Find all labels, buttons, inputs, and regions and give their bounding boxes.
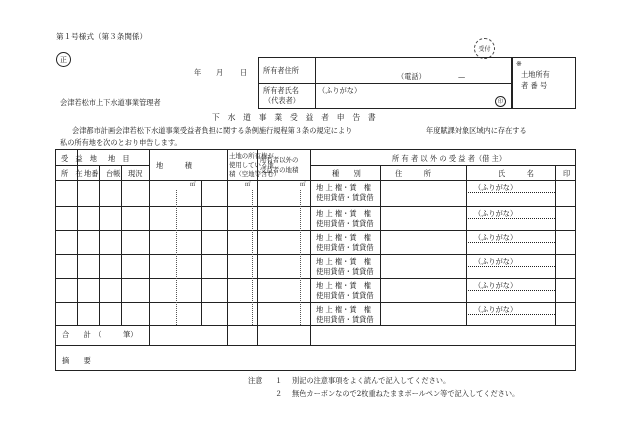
furigana-divider bbox=[466, 192, 555, 193]
beneficiary-name-field[interactable] bbox=[470, 220, 550, 228]
date-day-label: 日 bbox=[240, 68, 248, 77]
owner-name-field[interactable] bbox=[318, 96, 488, 107]
column-line bbox=[257, 149, 258, 345]
row-line bbox=[55, 278, 576, 279]
header-owner-use-2: 使用している地 bbox=[229, 161, 274, 169]
header-owner-use-3: 積（空地等含む） bbox=[229, 170, 281, 178]
header-land: 受 益 地 bbox=[61, 154, 97, 163]
header-seal: 印 bbox=[563, 169, 571, 178]
furigana-divider bbox=[466, 218, 555, 219]
owner-address-label: 所有者住所 bbox=[263, 66, 299, 75]
representative-label: （代表者） bbox=[264, 96, 300, 105]
header-ledger: 台帳 bbox=[106, 169, 121, 178]
note-label: 注意 bbox=[248, 376, 263, 385]
intro-line-1: 会津都市計画会津若松下水道事業受益者負担に関する条例施行規程第３条の規定により bbox=[72, 126, 353, 135]
original-seal-mark: 正 bbox=[56, 52, 71, 67]
header-lot-number: 地番 bbox=[84, 169, 99, 178]
row-line bbox=[55, 206, 576, 207]
furigana-divider bbox=[466, 314, 555, 315]
column-line bbox=[99, 165, 100, 325]
row-line bbox=[55, 254, 576, 255]
row-type-line-2: 使用貸借・賃貸借 bbox=[316, 193, 374, 202]
beneficiary-address-field[interactable] bbox=[382, 182, 462, 204]
intro-line-2: 私の所有地を次のとおり申告します。 bbox=[60, 138, 182, 147]
row-type-line-1: 地 上 権・賃 権 bbox=[316, 257, 371, 266]
row-type-line-1: 地 上 権・賃 権 bbox=[316, 183, 371, 192]
header-name: 氏 名 bbox=[498, 169, 534, 178]
area-subdivider bbox=[176, 190, 177, 325]
header-chimoku: 地 目 bbox=[108, 154, 130, 163]
area-subdivider bbox=[252, 190, 253, 325]
landowner-number-label-1: 土地所有 bbox=[521, 70, 550, 79]
row-type-line-1: 地 上 権・賃 権 bbox=[316, 305, 371, 314]
recipient: 会津若松市上下水道事業管理者 bbox=[60, 98, 161, 107]
row-type-line-1: 地 上 権・賃 権 bbox=[316, 281, 371, 290]
column-line bbox=[555, 165, 556, 325]
reserved-mark: ※ bbox=[516, 59, 523, 68]
beneficiary-name-field[interactable] bbox=[470, 244, 550, 252]
column-line bbox=[466, 165, 467, 325]
furigana-divider bbox=[466, 290, 555, 291]
column-line bbox=[380, 165, 381, 325]
header-area: 地 積 bbox=[156, 161, 192, 170]
owner-seal-mark: 印 bbox=[495, 96, 506, 107]
row-type-line-2: 使用貸借・賃貸借 bbox=[316, 219, 374, 228]
column-line bbox=[201, 180, 202, 325]
beneficiary-name-field[interactable] bbox=[470, 292, 550, 300]
row-type-line-2: 使用貸借・賃貸借 bbox=[316, 315, 374, 324]
received-stamp: 受付 bbox=[474, 38, 495, 59]
row-line bbox=[55, 325, 576, 326]
row-furigana: （ふりがな） bbox=[474, 183, 518, 192]
row-type-line-2: 使用貸借・賃貸借 bbox=[316, 243, 374, 252]
header-type: 種 別 bbox=[332, 169, 361, 178]
total-label: 合 計 （ 筆） bbox=[62, 330, 138, 339]
header-address: 住 所 bbox=[395, 169, 431, 178]
row-furigana: （ふりがな） bbox=[474, 281, 518, 290]
beneficiary-name-field[interactable] bbox=[470, 316, 550, 323]
beneficiary-address-field[interactable] bbox=[382, 280, 462, 300]
date-month-label: 月 bbox=[216, 68, 224, 77]
row-type-line-1: 地 上 権・賃 権 bbox=[316, 209, 371, 218]
header-current: 現況 bbox=[128, 169, 143, 178]
furigana-divider bbox=[466, 266, 555, 267]
form-number: 第１号様式（第３条関係） bbox=[56, 32, 148, 41]
row-furigana: （ふりがな） bbox=[474, 257, 518, 266]
row-furigana: （ふりがな） bbox=[474, 305, 518, 314]
beneficiary-name-field[interactable] bbox=[470, 268, 550, 276]
owner-name-label: 所有者氏名 bbox=[263, 86, 299, 95]
owner-furigana: （ふりがな） bbox=[318, 86, 362, 95]
furigana-divider bbox=[466, 242, 555, 243]
beneficiary-address-field[interactable] bbox=[382, 256, 462, 276]
header-divider bbox=[55, 165, 149, 166]
row-furigana: （ふりがな） bbox=[474, 233, 518, 242]
beneficiary-name-field[interactable] bbox=[470, 194, 550, 204]
note-2-number: ２ bbox=[275, 389, 283, 398]
beneficiary-address-field[interactable] bbox=[382, 304, 462, 323]
header-bottom-line bbox=[55, 180, 576, 181]
phone-separator: — bbox=[458, 72, 466, 81]
row-line bbox=[55, 230, 576, 231]
note-1-number: １ bbox=[275, 376, 283, 385]
column-line bbox=[149, 149, 150, 345]
note-1: 別記の注意事項をよく読んで記入してください。 bbox=[292, 376, 451, 385]
landowner-number-label-2: 者 番 号 bbox=[521, 81, 548, 90]
column-line bbox=[227, 149, 228, 345]
column-line bbox=[121, 165, 122, 325]
remarks-label: 摘 要 bbox=[62, 356, 91, 365]
area-subdivider bbox=[300, 190, 301, 325]
beneficiary-address-field[interactable] bbox=[382, 208, 462, 228]
row-line bbox=[55, 302, 576, 303]
row-type-line-2: 使用貸借・賃貸借 bbox=[316, 291, 374, 300]
intro-fiscal-year: 年度賦課対象区域内に存在する bbox=[426, 126, 527, 135]
header-location: 所 在 bbox=[61, 169, 83, 178]
header-beneficiary: 所 有 者 以 外 の 受 益 者（借 主） bbox=[392, 154, 507, 163]
remarks-field[interactable] bbox=[88, 348, 572, 368]
area-unit: ㎡ bbox=[190, 182, 196, 188]
header-owner-use-1: 土地の所有権が bbox=[229, 152, 274, 160]
phone-label: （電話） bbox=[397, 72, 426, 81]
other-area-unit: ㎡ bbox=[300, 182, 306, 188]
column-line bbox=[310, 149, 311, 345]
document-title: 下 水 道 事 業 受 益 者 申 告 書 bbox=[212, 113, 376, 122]
owner-area-unit: ㎡ bbox=[245, 182, 251, 188]
row-type-line-1: 地 上 権・賃 権 bbox=[316, 233, 371, 242]
row-type-line-2: 使用貸借・賃貸借 bbox=[316, 267, 374, 276]
header-other-area-2: 受益者の地積 bbox=[260, 166, 299, 174]
note-2: 無色カーボンなので2枚重ねたままボールペン等で記入してください。 bbox=[292, 389, 520, 398]
header-divider bbox=[310, 165, 576, 166]
row-furigana: （ふりがな） bbox=[474, 209, 518, 218]
header-other-area-1: 所有者以外の bbox=[260, 156, 299, 164]
beneficiary-address-field[interactable] bbox=[382, 232, 462, 252]
date-year-label: 年 bbox=[194, 68, 202, 77]
